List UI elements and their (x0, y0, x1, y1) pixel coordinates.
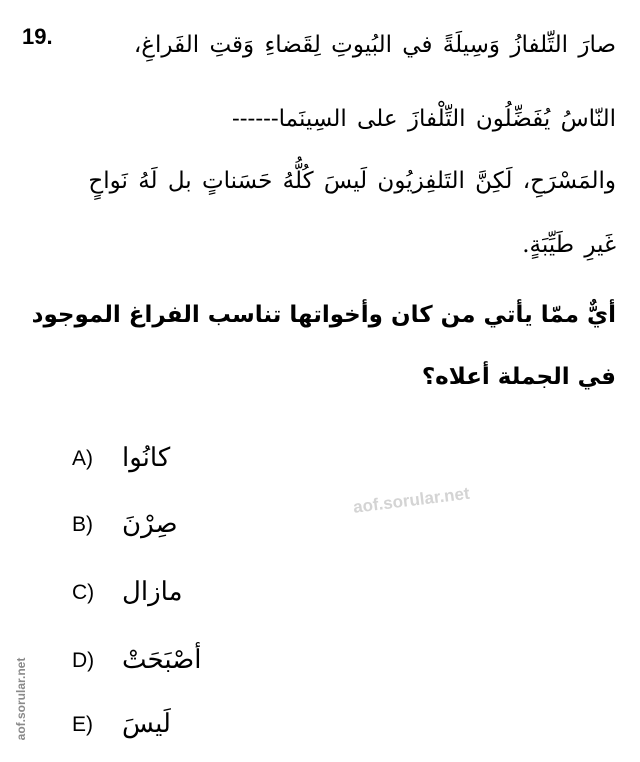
option-e-letter: E) (72, 713, 93, 736)
watermark-diagonal: aof.sorular.net (352, 483, 471, 517)
question-prompt-line-2: في الجملة أعلاه؟ (421, 364, 616, 390)
question-stem-line-2 (56, 104, 616, 134)
question-stem-line-4: غَيرِ طَيِّبَةٍ. (522, 232, 616, 258)
option-d-text: أصْبَحَتْ (122, 645, 202, 675)
option-e-text: لَيسَ (122, 709, 171, 739)
option-d[interactable] (72, 640, 372, 684)
option-e[interactable] (72, 704, 372, 748)
option-c-letter: C) (72, 581, 95, 604)
option-b[interactable] (72, 504, 372, 548)
question-prompt-line-1: أيٌّ ممّا يأتي من كان وأخواتها تناسب الفراغ الموجود (31, 302, 616, 328)
option-c-text: مازال (122, 577, 183, 607)
option-a-letter: A) (72, 447, 93, 470)
watermark-side: aof.sorular.net (14, 657, 28, 741)
question-stem-line-3: والمَسْرَحِ، لَكِنَّ التَلفِزيُون لَيسَ كُلُّهُ حَسَناتٍ بل لَهُ نَواحٍ (88, 168, 616, 194)
question-stem-line-1: صارَ التِّلفازُ وَسِيلَةً في البُيوتِ لِقَضاءِ وَقتِ الفَراغِ، (133, 32, 616, 58)
fill-in-blank: ------ (232, 106, 279, 132)
option-a-text: كانُوا (122, 443, 171, 473)
question-number: 19. (22, 24, 53, 49)
option-b-letter: B) (72, 513, 93, 536)
option-b-text: صِرْنَ (122, 509, 178, 539)
option-a[interactable] (72, 438, 372, 482)
option-c[interactable] (72, 572, 372, 616)
question-stem-line-2-text: النّاسُ يُفَضِّلُون التِّلْفازَ على السِينَما (278, 106, 616, 132)
option-d-letter: D) (72, 649, 95, 672)
